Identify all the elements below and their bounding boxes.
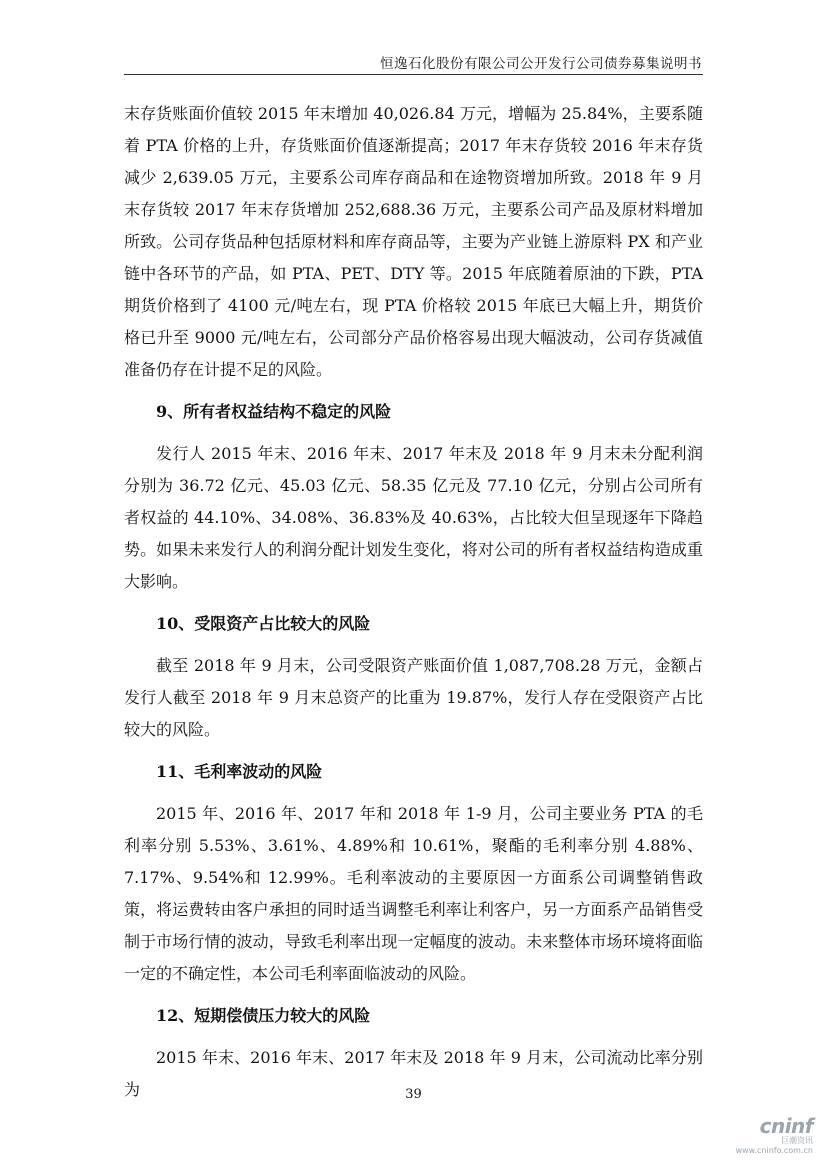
page-number: 39 bbox=[405, 1087, 422, 1102]
section-heading-12: 12、短期偿债压力较大的风险 bbox=[156, 1006, 371, 1025]
cninfo-url: www.cninfo.com.cn bbox=[735, 1146, 813, 1155]
section-heading-9: 9、所有者权益结构不稳定的风险 bbox=[156, 402, 392, 421]
header-divider bbox=[124, 74, 703, 75]
cninfo-logo: cninf bbox=[759, 1114, 813, 1138]
cninfo-logo-subtitle: 巨潮资讯 bbox=[781, 1136, 813, 1145]
cninfo-watermark bbox=[736, 1116, 813, 1156]
paragraph-equity-structure: 发行人 2015 年末、2016 年末、2017 年末及 2018 年 9 月末未分配利润分别为 36.72 亿元、45.03 亿元、58.35 亿元及 77.10 亿元，分别占公司所有者权益的 44.10%、34.08%、36.83%及 40.63%，占比较大但呈现逐年下降趋势。如果未来发行人的利润分配计划发生变化，将对公司的所有者权益结构造成重大影响。 bbox=[124, 444, 703, 591]
paragraph-gross-margin: 2015 年、2016 年、2017 年和 2018 年 1-9 月，公司主要业务 PTA 的毛利率分别 5.53%、3.61%、4.89%和 10.61%，聚酯的毛利率分别 4.88%、7.17%、9.54%和 12.99%。毛利率波动的主要原因一方面系公司调整销售政策，将运费转由客户承担的同时适当调整毛利率让利客户，另一方面系产品销售受制于市场行情的波动，导致毛利率出现一定幅度的波动。未来整体市场环境将面临一定的不确定性，本公司毛利率面临波动的风险。 bbox=[124, 804, 703, 983]
paragraph-inventory: 末存货账面价值较 2015 年末增加 40,026.84 万元，增幅为 25.84%，主要系随着 PTA 价格的上升，存货账面价值逐渐提高；2017 年末存货较 2016 年末存货减少 2,639.05 万元，主要系公司库存商品和在途物资增加所致。2018 年 9 月末存货较 2017 年末存货增加 252,688.36 万元，主要系公司产品及原材料增加所致。公司存货品种包括原材料和库存商品等，主要为产业链上游原料 PX 和产业链中各环节的产品，如 PTA、PET、DTY 等。2015 年底随着原油的下跌，PTA 期货价格到了 4100 元/吨左右，现 PTA 价格较 2015 年底已大幅上升，期货价格已升至 9000 元/吨左右，公司部分产品价格容易出现大幅波动，公司存货减值准备仍存在计提不足的风险。 bbox=[124, 104, 703, 379]
document-header-title: 恒逸石化股份有限公司公开发行公司债券募集说明书 bbox=[380, 56, 702, 72]
document-body bbox=[124, 98, 703, 1106]
paragraph-short-term-debt: 2015 年末、2016 年末、2017 年末及 2018 年 9 月末，公司流动比率分别为 bbox=[124, 1048, 703, 1099]
paragraph-restricted-assets: 截至 2018 年 9 月末，公司受限资产账面价值 1,087,708.28 万元，金额占发行人截至 2018 年 9 月末总资产的比重为 19.87%，发行人存在受限资产占比较大的风险。 bbox=[124, 656, 703, 739]
section-heading-10: 10、受限资产占比较大的风险 bbox=[156, 614, 371, 633]
section-heading-11: 11、毛利率波动的风险 bbox=[156, 762, 323, 781]
